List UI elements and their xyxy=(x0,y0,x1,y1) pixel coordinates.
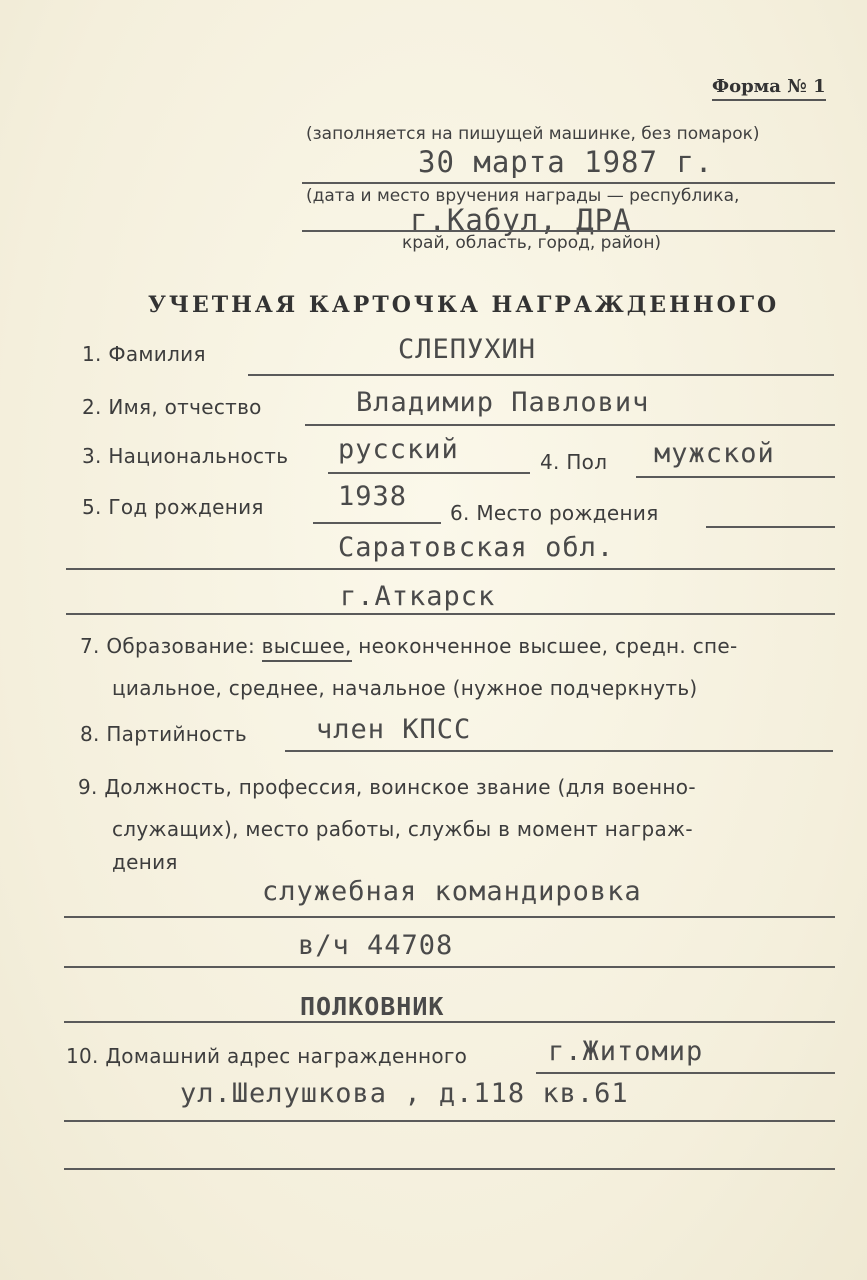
birth-year-line xyxy=(313,522,441,524)
education-line2: циальное, среднее, начальное (нужное подчеркнуть) xyxy=(112,676,698,700)
education-label: 7. Образование: xyxy=(80,634,255,658)
position-line3-rule xyxy=(64,1021,835,1023)
position-value-line2: в/ч 44708 xyxy=(298,930,454,961)
surname-value: СЛЕПУХИН xyxy=(398,334,537,365)
address-label: 10. Домашний адрес награжденного xyxy=(66,1044,468,1068)
award-place: г.Кабул, ДРА xyxy=(410,203,632,237)
name-value: Владимир Павлович xyxy=(356,387,650,418)
party-line xyxy=(285,750,833,752)
birth-place-line2-rule xyxy=(66,613,835,615)
birth-place-label: 6. Место рождения xyxy=(450,501,659,525)
birth-place-line xyxy=(706,526,835,528)
surname-label: 1. Фамилия xyxy=(82,342,206,366)
name-label: 2. Имя, отчество xyxy=(82,395,262,419)
typewriter-note: (заполняется на пишущей машинке, без помарок) xyxy=(306,124,760,144)
address-line3-rule xyxy=(64,1168,835,1170)
award-date: 30 марта 1987 г. xyxy=(418,145,714,179)
position-value-line3: ПОЛКОВНИК xyxy=(300,992,445,1021)
award-date-line xyxy=(302,182,835,184)
birth-year-label: 5. Год рождения xyxy=(82,495,264,519)
birth-year-value: 1938 xyxy=(338,481,408,512)
address-value-line2: ул.Шелушкова , д.118 кв.61 xyxy=(180,1078,629,1109)
nationality-value: русский xyxy=(338,434,459,465)
education-selected: высшее, xyxy=(262,634,352,662)
education-line1 xyxy=(80,634,738,658)
education-rest: неоконченное высшее, средн. спе- xyxy=(358,634,738,658)
position-label-line2: служащих), место работы, службы в момент награж- xyxy=(112,817,693,841)
position-label-line1: 9. Должность, профессия, воинское звание (для военно- xyxy=(78,775,696,799)
position-label-line3: дения xyxy=(112,850,178,874)
place-label-line1: (дата и место вручения награды — республика, xyxy=(306,186,740,206)
address-value-line1: г.Житомир xyxy=(548,1036,704,1067)
address-line2-rule xyxy=(64,1120,835,1122)
form-number-text: Форма № 1 xyxy=(712,76,826,101)
form-number xyxy=(712,76,826,97)
nationality-label: 3. Национальность xyxy=(82,444,289,468)
birth-place-line1: Саратовская обл. xyxy=(338,532,615,563)
position-value-line1: служебная командировка xyxy=(262,876,642,907)
place-label-line2: край, область, город, район) xyxy=(402,233,662,253)
sex-value: мужской xyxy=(654,438,775,469)
birth-place-line2: г.Аткарск xyxy=(340,581,496,612)
award-place-line xyxy=(302,230,835,232)
position-line2-rule xyxy=(64,966,835,968)
sex-label: 4. Пол xyxy=(540,450,608,474)
card-title: УЧЕТНАЯ КАРТОЧКА НАГРАЖДЕННОГО xyxy=(148,292,780,318)
party-value: член КПСС xyxy=(316,714,472,745)
name-line xyxy=(305,424,835,426)
address-line1-rule xyxy=(536,1072,835,1074)
nationality-line xyxy=(328,472,530,474)
party-label: 8. Партийность xyxy=(80,722,248,746)
birth-place-line1-rule xyxy=(66,568,835,570)
sex-line xyxy=(636,476,835,478)
position-line1-rule xyxy=(64,916,835,918)
surname-line xyxy=(248,374,834,376)
